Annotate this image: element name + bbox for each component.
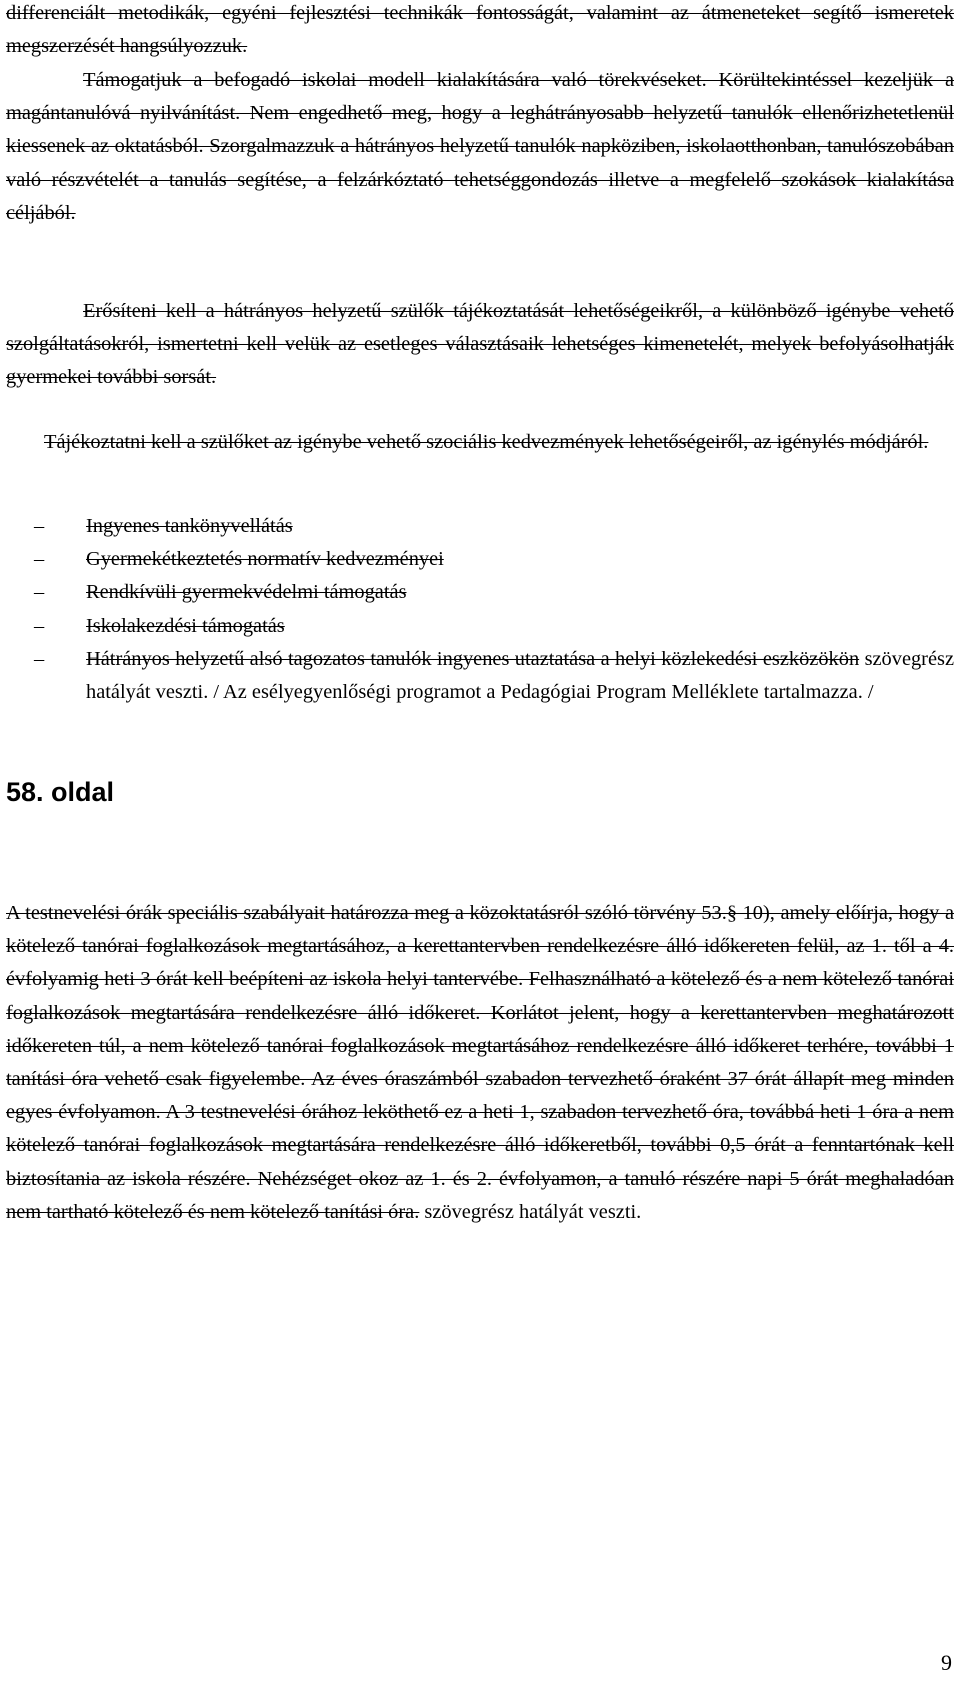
list-item-text-struck: Hátrányos helyzetű alsó tagozatos tanulók ingyenes utaztatása a helyi közlekedési eszközökön: [86, 647, 860, 670]
paragraph-inclusive-school: Támogatjuk a befogadó iskolai modell kialakítására való törekvéseket. Körültekintéssel kezeljük a magántanulóvá nyilvánítást. Nem engedhető meg, hogy a leghátrányosabb helyzetű tanulók ellenőrizhetetlenül kiessenek az oktatásból. Szorgalmazzuk a hátrányos helyzetű tanulók napköziben, iskolaotthonban, tanulószobában való részvételét a tanulás segítése, a felzárkóztató tehetséggondozás illetve a megfelelő szokások kialakítása céljából.: [6, 69, 954, 224]
list-item-text: Ingyenes tankönyvellátás: [86, 515, 293, 537]
dash-bullet: –: [34, 647, 45, 670]
list-item-text: Gyermekétkeztetés normatív kedvezményei: [86, 548, 444, 571]
page-number: 9: [941, 1650, 952, 1675]
paragraph-social-benefits: Tájékoztatni kell a szülőket az igénybe vehető szociális kedvezmények lehetőségeiről, az igénylés módjáról.: [44, 431, 929, 453]
list-item-text: Rendkívüli gyermekvédelmi támogatás: [86, 581, 407, 604]
paragraph-methods: differenciált metodikák, egyéni fejlesztési technikák fontosságát, valamint az átmeneteket segítő ismeretek megszerzését hangsúlyozzuk.: [6, 2, 954, 58]
list-item: [6, 543, 954, 576]
dash-bullet: –: [34, 548, 45, 571]
list-item-text: Iskolakezdési támogatás: [86, 614, 285, 637]
list-item: [6, 610, 954, 643]
dash-bullet: –: [34, 581, 45, 604]
list-item: [6, 510, 954, 543]
list-item: [6, 643, 954, 709]
paragraph-pe-lessons-plain: szövegrész hatályát veszti.: [419, 1200, 642, 1223]
dash-bullet: –: [34, 614, 45, 637]
page-label: 58. oldal: [6, 777, 115, 807]
dash-bullet: –: [34, 515, 45, 537]
paragraph-pe-lessons: [6, 897, 954, 1229]
benefits-list: [6, 510, 954, 709]
paragraph-parents-information: Erősíteni kell a hátrányos helyzetű szülők tájékoztatását lehetőségeikről, a különböző igénybe vehető szolgáltatásokról, ismertetni kell velük az esetleges választásaik lehetséges kimenetelét, melyek befolyásolhatják gyermekei további sorsát.: [6, 300, 954, 389]
paragraph-pe-lessons-struck: A testnevelési órák speciális szabályait határozza meg a közoktatásról szóló törvény 53.§ 10), amely előírja, hogy a kötelező tanórai foglalkozások megtartásához, a kerettantervben rendelkezésre álló időkereten felül, az 1. től a 4. évfolyamig heti 3 órát kell beépíteni az iskola helyi tantervébe. Felhasználható a kötelező és a nem kötelező tanórai foglalkozások megtartására rendelkezésre álló időkeret. Korlátot jelent, hogy a kerettantervben meghatározott időkereten túl, a nem kötelező tanórai foglalkozások megtartásához rendelkezésre álló időkeret terhére, további 1 tanítási óra vehető csak figyelembe. Az éves óraszámból szabadon tervezhető óraként 37 órát állapít meg minden egyes évfolyamon. A 3 testnevelési órához leköthető ez a heti 1, szabadon tervezhető óra, továbbá heti 1 óra a nem kötelező tanórai foglalkozások megtartására rendelkezésre álló időkeretből, további 0,5 órát a fenntartónak kell biztosítania az iskola részére. Nehézséget okoz az 1. és 2. évfolyamon, a tanuló részére napi 5 órát meghaladóan nem tartható kötelező és nem kötelező tanítási óra.: [6, 902, 954, 1223]
list-item-text-plain: szövegrész hatályát veszti. / Az esélyegyenlőségi programot a Pedagógiai Program Melléklete tartalmazza. /: [86, 647, 955, 704]
list-item: [6, 576, 954, 609]
